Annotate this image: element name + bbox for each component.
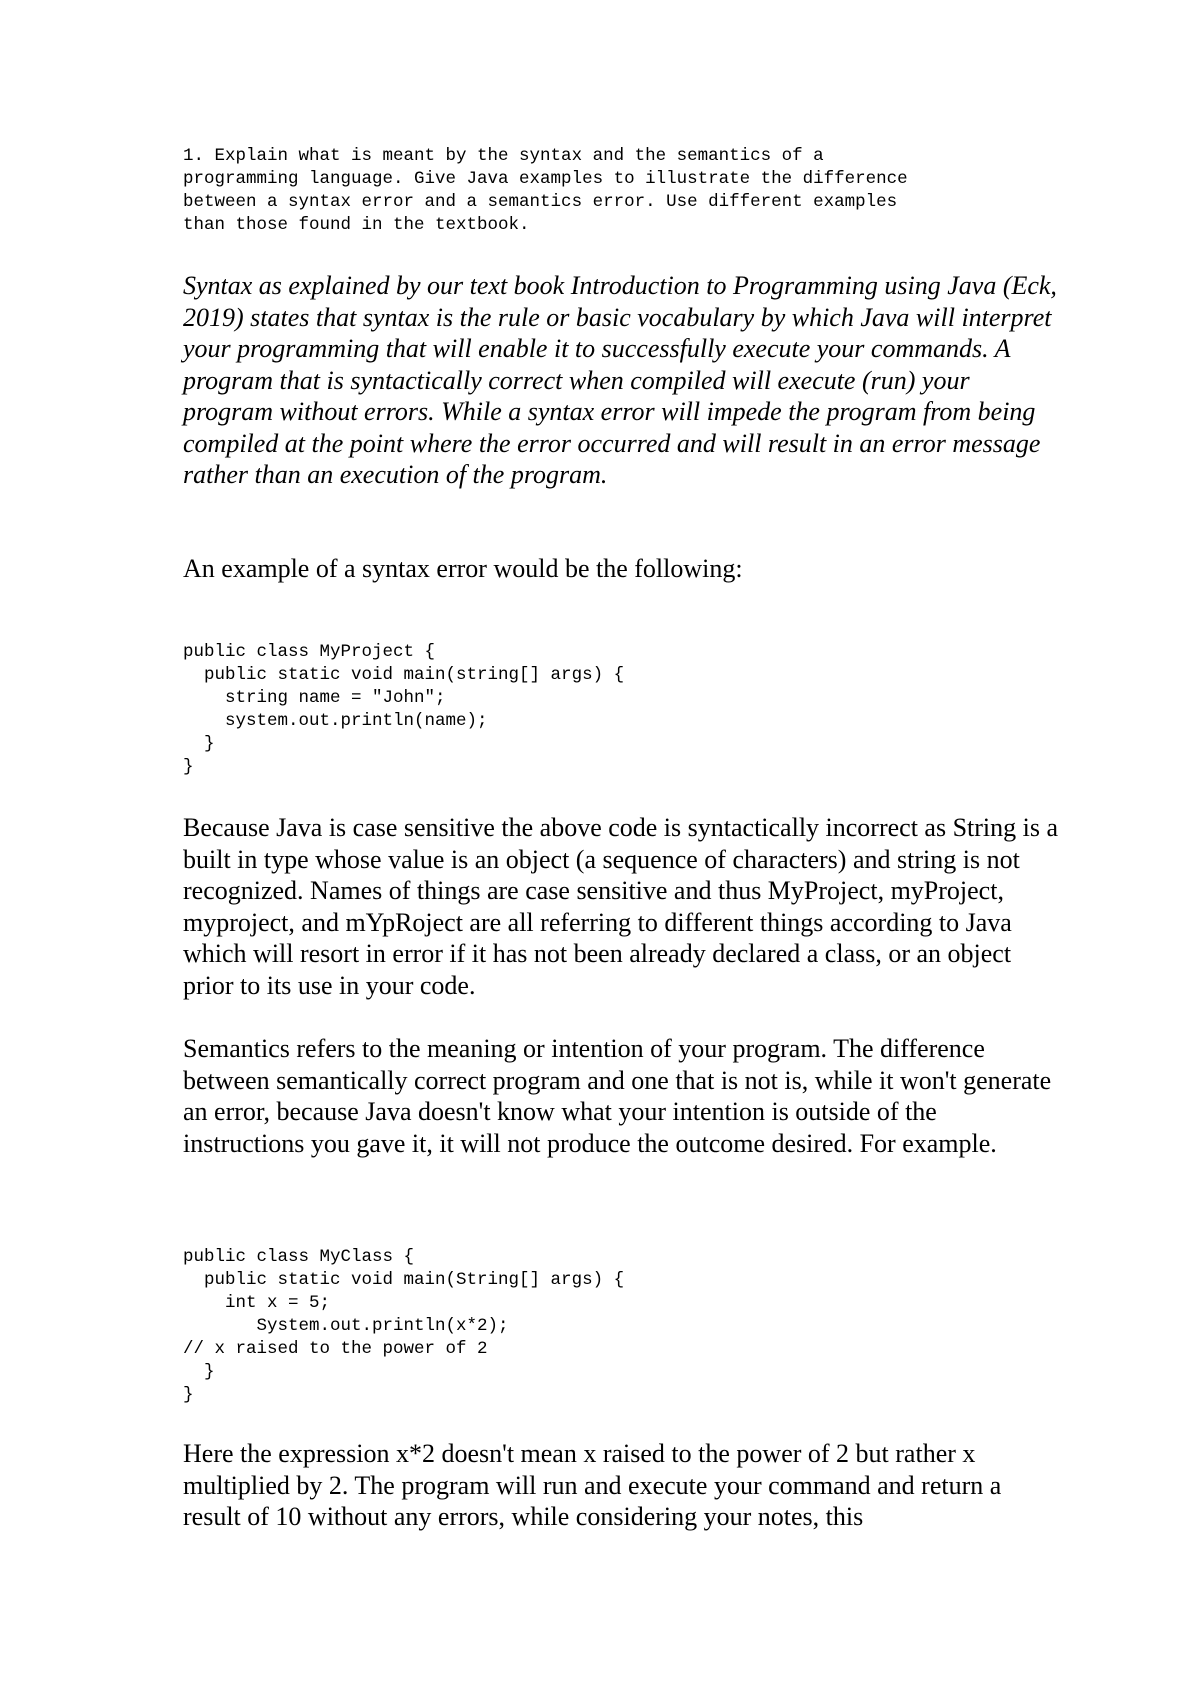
code-line: system.out.println(name); (183, 711, 488, 731)
syntax-example-intro: An example of a syntax error would be the following: (183, 554, 743, 583)
code-line: } (183, 1362, 215, 1382)
code-line: int x = 5; (183, 1293, 331, 1313)
code-line: // x raised to the power of 2 (183, 1339, 488, 1359)
code-line: } (183, 757, 194, 777)
code-line: public static void main(String[] args) { (183, 1270, 625, 1290)
code-line: } (183, 734, 215, 754)
code-line: string name = "John"; (183, 688, 446, 708)
question-line: programming language. Give Java examples to illustrate the difference (183, 169, 908, 189)
case-sensitivity-paragraph: Because Java is case sensitive the above code is syntactically incorrect as String is a built in type whose value is an object (a sequence of characters) and string is not recognized. Names of things are case sensitive and thus MyProject, myProject, myproject, and mYpRoject are all referring to different things according to Java which will resort in error if it has not been already declared a class, or an object prior to its use in your code. (183, 813, 1059, 1000)
code-line: public class MyProject { (183, 642, 436, 662)
question-line: than those found in the textbook. (183, 215, 530, 235)
code-line: public static void main(string[] args) { (183, 665, 625, 685)
code-line: } (183, 1385, 194, 1405)
syntax-definition-paragraph: Syntax as explained by our text book Introduction to Programming using Java (Eck, 2019) states that syntax is the rule or basic vocabulary by which Java will interpret your programming that will enable it to successfully execute your commands. A program that is syntactically correct when compiled will execute (run) your program without errors. While a syntax error will impede the program from being compiled at the point where the error occurred and will result in an error message rather than an execution of the program. (183, 271, 1057, 489)
semantics-paragraph: Semantics refers to the meaning or intention of your program. The difference between semantically correct program and one that is not is, while it won't generate an error, because Java doesn't know what your intention is outside of the instructions you gave it, it will not produce the outcome desired. For example. (183, 1034, 1052, 1158)
code-example-syntax-error (183, 641, 624, 779)
explanation-paragraph: Here the expression x*2 doesn't mean x raised to the power of 2 but rather x multiplied by 2. The program will run and execute your command and return a result of 10 without any errors, while considering your notes, this (183, 1439, 1002, 1531)
question-text (183, 145, 908, 237)
code-line: public class MyClass { (183, 1247, 415, 1267)
question-line: between a syntax error and a semantics error. Use different examples (183, 192, 898, 212)
code-line: System.out.println(x*2); (183, 1316, 509, 1336)
code-example-semantic-error (183, 1246, 624, 1407)
question-line: 1. Explain what is meant by the syntax and the semantics of a (183, 146, 824, 166)
